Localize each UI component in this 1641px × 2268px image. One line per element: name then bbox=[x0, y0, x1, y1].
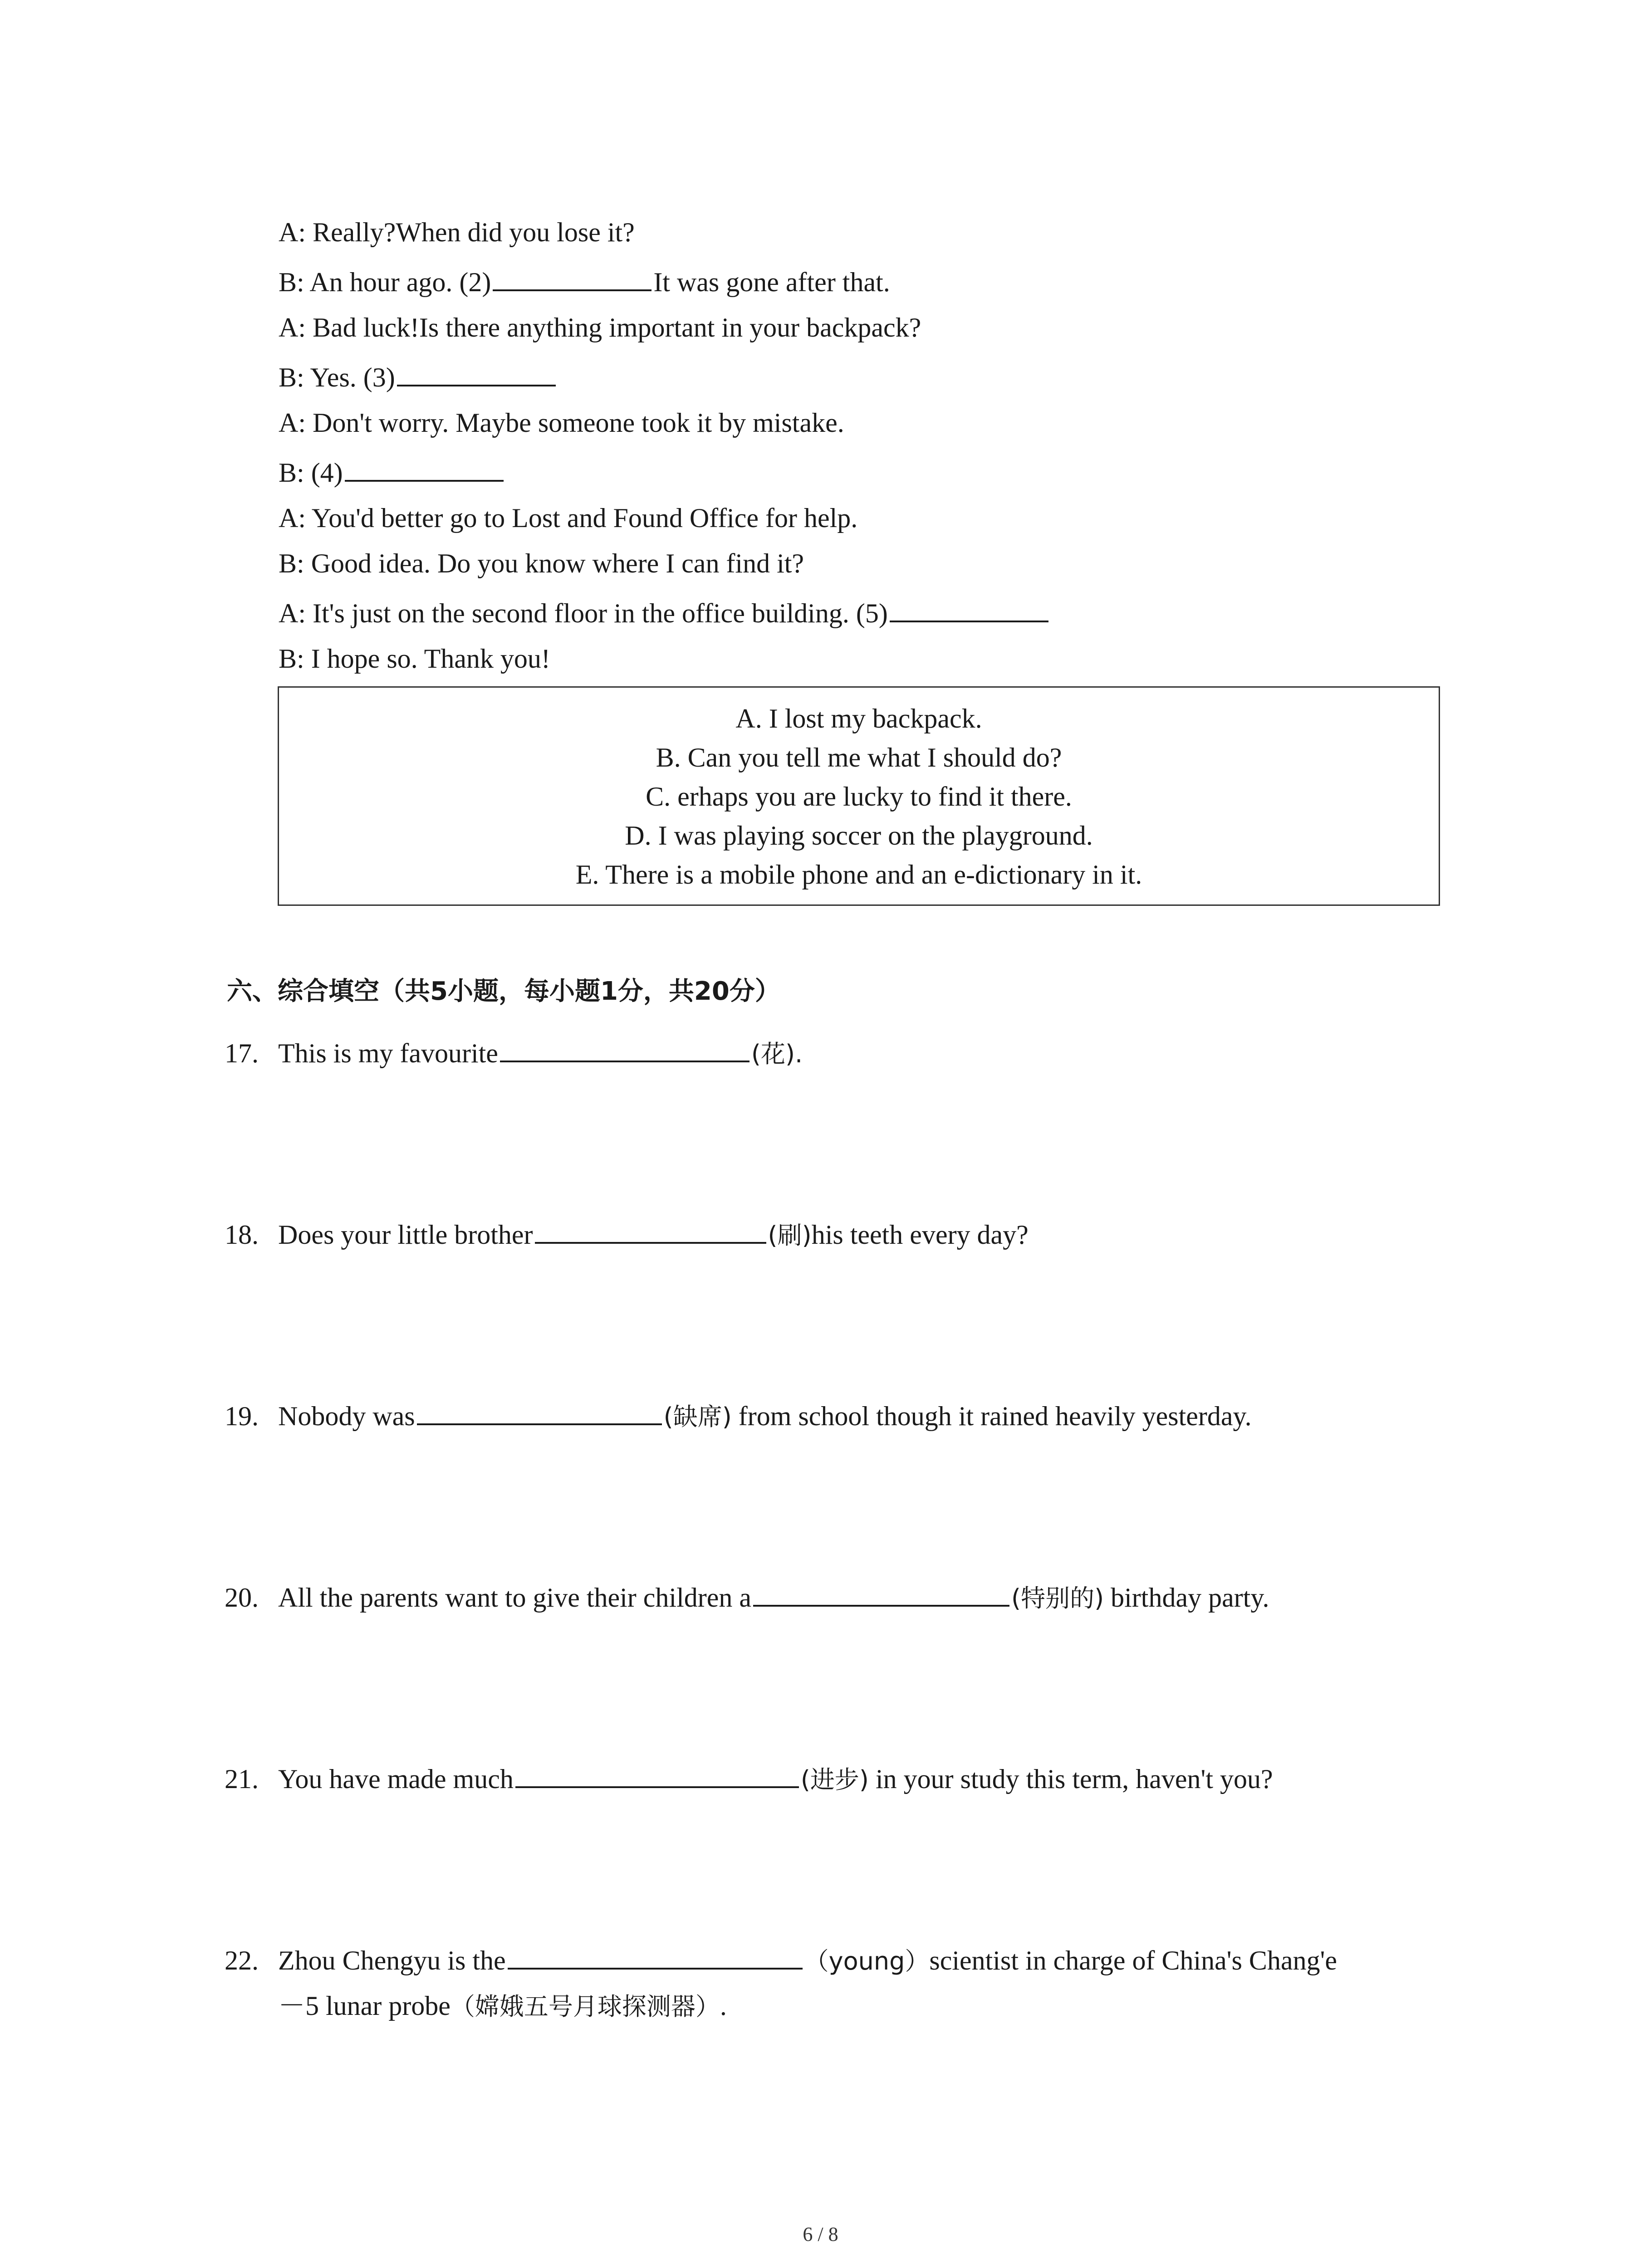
dialogue-line-2 bbox=[279, 269, 890, 296]
question-21 bbox=[225, 1765, 1273, 1793]
speaker: B: bbox=[279, 458, 304, 488]
speaker: A: bbox=[279, 313, 306, 342]
answer-blank-17[interactable] bbox=[500, 1040, 749, 1062]
question-text: This is my favourite bbox=[278, 1038, 498, 1068]
speaker: B: bbox=[279, 267, 304, 297]
question-hint: (特别的) bbox=[1011, 1584, 1104, 1613]
dialogue-text: Yes. (3) bbox=[310, 362, 395, 392]
dialogue-line-7 bbox=[279, 504, 857, 532]
question-text-after: from school though it rained heavily yesterday. bbox=[731, 1401, 1252, 1431]
dialogue-text: You'd better go to Lost and Found Office for help. bbox=[311, 503, 858, 533]
question-text: －5 lunar probe bbox=[278, 1991, 451, 2021]
question-hint: (刷) bbox=[768, 1221, 812, 1250]
question-22 bbox=[225, 1947, 1337, 1974]
option-e: E. There is a mobile phone and an e-dictionary in it. bbox=[575, 860, 1142, 890]
question-text-after: scientist in charge of China's Chang'e bbox=[929, 1945, 1337, 1975]
answer-blank-3[interactable] bbox=[397, 364, 556, 386]
question-text-after: birthday party. bbox=[1104, 1583, 1269, 1613]
speaker: B: bbox=[279, 644, 304, 674]
question-hint: (花). bbox=[751, 1040, 803, 1068]
dialogue-line-4 bbox=[279, 364, 558, 391]
question-number: 20. bbox=[225, 1583, 259, 1613]
speaker: A: bbox=[279, 217, 306, 247]
option-a: A. I lost my backpack. bbox=[735, 704, 982, 733]
question-number: 21. bbox=[225, 1764, 259, 1794]
option-b: B. Can you tell me what I should do? bbox=[656, 743, 1062, 772]
dialogue-line-6 bbox=[279, 459, 505, 486]
answer-blank-2[interactable] bbox=[493, 269, 652, 291]
dialogue-text: An hour ago. (2) bbox=[309, 267, 491, 297]
question-hint: （嫦娥五号月球探测器） bbox=[450, 1992, 720, 2021]
dialogue-text: Really?When did you lose it? bbox=[313, 217, 635, 247]
dialogue-text: Don't worry. Maybe someone took it by mistake. bbox=[313, 408, 844, 438]
question-text: You have made much bbox=[278, 1764, 514, 1794]
dialogue-text: Good idea. Do you know where I can find it? bbox=[311, 548, 804, 578]
dialogue-line-1 bbox=[279, 219, 635, 246]
question-hint: (缺席) bbox=[663, 1403, 732, 1431]
answer-blank-18[interactable] bbox=[535, 1221, 766, 1244]
question-text: Nobody was bbox=[278, 1401, 415, 1431]
answer-blank-22[interactable] bbox=[508, 1947, 803, 1970]
question-22-continuation bbox=[278, 1992, 727, 2019]
answer-blank-5[interactable] bbox=[890, 600, 1048, 622]
page-number: 6 / 8 bbox=[803, 2223, 838, 2245]
question-text-after: in your study this term, haven't you? bbox=[868, 1764, 1273, 1794]
answer-blank-4[interactable] bbox=[345, 459, 504, 482]
question-text: Zhou Chengyu is the bbox=[278, 1945, 506, 1975]
option-d: D. I was playing soccer on the playground. bbox=[625, 821, 1093, 850]
options-box bbox=[278, 686, 1440, 906]
dialogue-text: It's just on the second floor in the office building. (5) bbox=[313, 598, 888, 628]
answer-blank-19[interactable] bbox=[417, 1403, 662, 1425]
question-18 bbox=[225, 1221, 1029, 1248]
dialogue-line-8 bbox=[279, 550, 804, 577]
dialogue-text-after: It was gone after that. bbox=[653, 267, 890, 297]
question-text-after: his teeth every day? bbox=[811, 1220, 1029, 1250]
dialogue-line-3 bbox=[279, 314, 921, 341]
speaker: A: bbox=[279, 408, 306, 438]
question-20 bbox=[225, 1584, 1269, 1611]
answer-blank-20[interactable] bbox=[753, 1584, 1009, 1607]
dialogue-line-10 bbox=[279, 645, 550, 672]
dialogue-text: (4) bbox=[311, 458, 343, 488]
speaker: B: bbox=[279, 362, 304, 392]
question-number: 18. bbox=[225, 1220, 259, 1250]
question-hint: (进步) bbox=[800, 1765, 869, 1794]
question-number: 19. bbox=[225, 1401, 259, 1431]
question-number: 22. bbox=[225, 1945, 259, 1975]
dialogue-text: Bad luck!Is there anything important in your backpack? bbox=[313, 313, 921, 342]
option-c: C. erhaps you are lucky to find it there. bbox=[646, 782, 1072, 811]
dialogue-line-9 bbox=[279, 600, 1050, 627]
dialogue-text: I hope so. Thank you! bbox=[311, 644, 550, 674]
question-text: All the parents want to give their children a bbox=[278, 1583, 751, 1613]
dialogue-line-5 bbox=[279, 409, 844, 436]
speaker: A: bbox=[279, 503, 306, 533]
answer-blank-21[interactable] bbox=[515, 1765, 799, 1788]
question-text: Does your little brother bbox=[278, 1220, 533, 1250]
question-number: 17. bbox=[225, 1038, 259, 1068]
question-19 bbox=[225, 1403, 1252, 1430]
question-hint: （young） bbox=[804, 1947, 930, 1975]
question-text-after: . bbox=[720, 1991, 727, 2021]
section-title: 六、综合填空（共5小题，每小题1分，共20分） bbox=[227, 977, 780, 1006]
speaker: B: bbox=[279, 548, 304, 578]
question-17 bbox=[225, 1040, 803, 1067]
speaker: A: bbox=[279, 598, 306, 628]
